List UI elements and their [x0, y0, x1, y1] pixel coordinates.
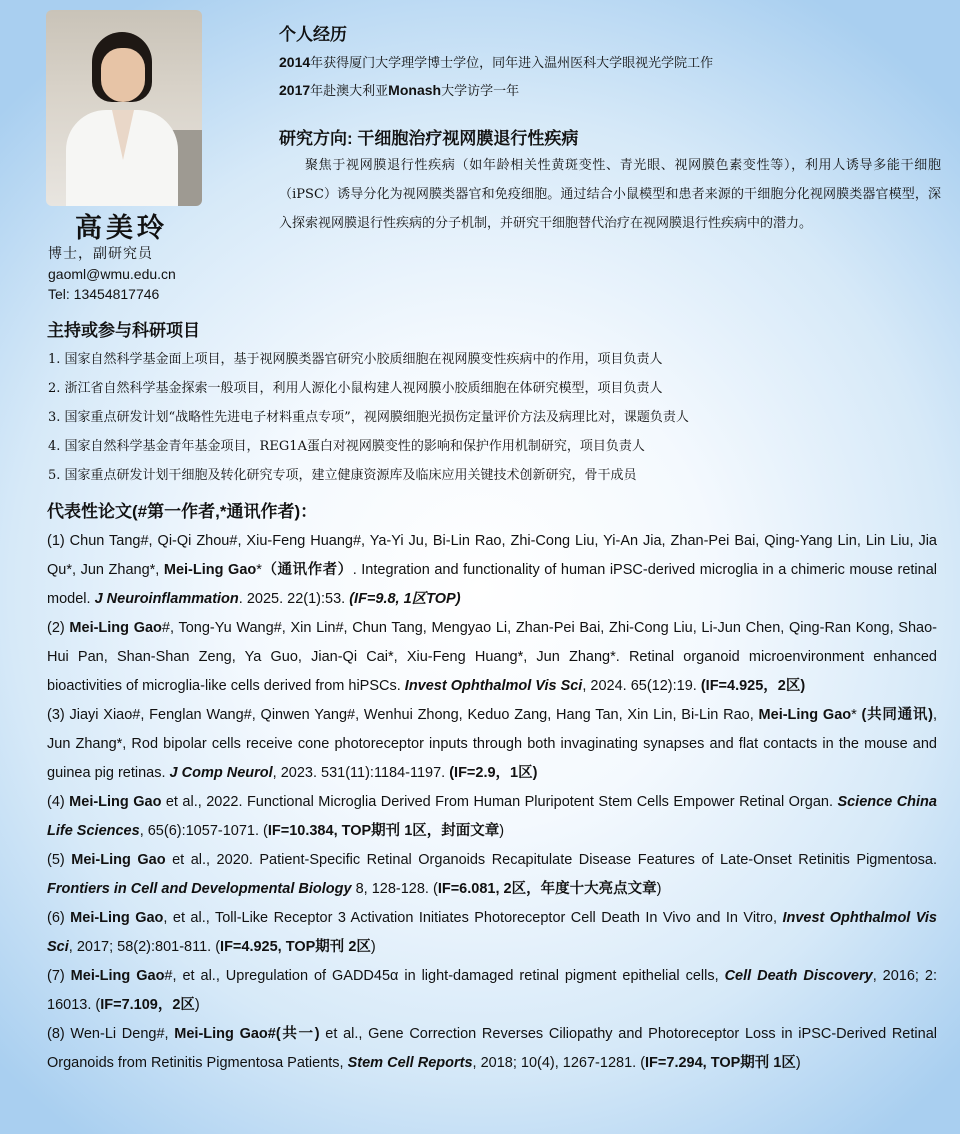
paper-item: (5) Mei-Ling Gao et al., 2020. Patient-Specific Retinal Organoids Recapitulate Disease Features of Late-Onset Retinitis Pigmentosa. Frontiers in Cell and Developmental Biology 8, 128-128. (IF=6.081, 2区，年度十大亮点文章)	[47, 852, 937, 897]
paper-item: (2) Mei-Ling Gao#, Tong-Yu Wang#, Xin Lin#, Chun Tang, Mengyao Li, Zhan-Pei Bai, Zhi-Cong Liu, Li-Jun Chen, Qing-Ran Kong, Shao-Hui Pan, Shan-Shan Zeng, Ya Guo, Jian-Qi Cai*, Xiu-Feng Huang*, Jun Zhang*. Retinal organoid microenvironment enhanced bioactivities of microglia-like cells derived from hiPSCs. Invest Ophthalmol Vis Sci, 2024. 65(12):19. (IF=4.925，2区)	[47, 620, 938, 694]
project-item: 3. 国家重点研发计划“战略性先进电子材料重点专项”，视网膜细胞光损伤定量评价方法及病理比对，课题负责人	[48, 410, 689, 425]
profile-name: 高美玲	[75, 213, 168, 244]
papers-heading: 代表性论文(#第一作者,*通讯作者)：	[47, 502, 318, 521]
project-item: 5. 国家重点研发计划干细胞及转化研究专项，建立健康资源库及临床应用关键技术创新研究，骨干成员	[48, 468, 637, 483]
career-item-1: 2014年获得厦门大学理学博士学位，同年进入温州医科大学眼视光学院工作	[279, 54, 714, 71]
paper-item: (6) Mei-Ling Gao, et al., Toll-Like Receptor 3 Activation Initiates Photoreceptor Cell Death In Vivo and In Vitro, Invest Ophthalmol Vis Sci, 2017; 58(2):801-811. (IF=4.925, TOP期刊 2区)	[47, 910, 937, 955]
papers-list	[47, 527, 937, 1078]
projects-heading: 主持或参与科研项目	[47, 321, 200, 340]
project-item: 4. 国家自然科学基金青年基金项目，REG1A蛋白对视网膜变性的影响和保护作用机制研究，项目负责人	[48, 439, 645, 454]
paper-item: (1) Chun Tang#, Qi-Qi Zhou#, Xiu-Feng Huang#, Ya-Yi Ju, Bi-Lin Rao, Zhi-Cong Liu, Yi-An Jia, Zhan-Pei Bai, Qing-Yang Lin, Lin Liu, Jia Qu*, Jun Zhang*, Mei-Ling Gao*（通讯作者）. Integration and functionality of human iPSC-derived microglia in a chimeric mouse retinal model. J Neuroinflammation. 2025. 22(1):53. (IF=9.8, 1区TOP)	[47, 533, 937, 607]
profile-email: gaoml@wmu.edu.cn	[48, 266, 176, 282]
research-paragraph: 聚焦于视网膜退行性疾病（如年龄相关性黄斑变性、青光眼、视网膜色素变性等），利用人诱导多能干细胞（iPSC）诱导分化为视网膜类器官和免疫细胞。通过结合小鼠模型和患者来源的干细胞分化视网膜类器官模型，深入探索视网膜退行性疾病的分子机制，并研究干细胞替代治疗在视网膜退行性疾病中的潜力。	[279, 158, 941, 231]
research-heading: 研究方向: 干细胞治疗视网膜退行性疾病	[279, 129, 579, 148]
paper-item: (4) Mei-Ling Gao et al., 2022. Functional Microglia Derived From Human Pluripotent Stem Cells Empower Retinal Organ. Science China Life Sciences, 65(6):1057-1071. (IF=10.384, TOP期刊 1区，封面文章)	[47, 794, 937, 839]
project-item: 1. 国家自然科学基金面上项目，基于视网膜类器官研究小胶质细胞在视网膜变性疾病中的作用，项目负责人	[48, 352, 663, 367]
paper-item: (7) Mei-Ling Gao#, et al., Upregulation of GADD45α in light-damaged retinal pigment epithelial cells, Cell Death Discovery, 2016; 2: 16013. (IF=7.109，2区)	[47, 968, 937, 1013]
career-heading: 个人经历	[279, 25, 347, 44]
paper-item: (3) Jiayi Xiao#, Fenglan Wang#, Qinwen Yang#, Wenhui Zhong, Keduo Zang, Hang Tan, Xin Lin, Bi-Lin Rao, Mei-Ling Gao* (共同通讯), Jun Zhang*, Rod bipolar cells receive cone photoreceptor inputs through both invaginating synapses and flat contacts in the mouse and guinea pig retinas. J Comp Neurol, 2023. 531(11):1184-1197. (IF=2.9，1区)	[47, 707, 937, 781]
paper-item: (8) Wen-Li Deng#, Mei-Ling Gao#(共一) et al., Gene Correction Reverses Ciliopathy and Photoreceptor Loss in iPSC-Derived Retinal Organoids from Retinitis Pigmentosa Patients, Stem Cell Reports, 2018; 10(4), 1267-1281. (IF=7.294, TOP期刊 1区)	[47, 1026, 937, 1071]
profile-title: 博士，副研究员	[48, 246, 153, 262]
profile-tel: Tel: 13454817746	[48, 286, 160, 302]
profile-photo	[46, 10, 202, 206]
project-item: 2. 浙江省自然科学基金探索一般项目，利用人源化小鼠构建人视网膜小胶质细胞在体研究模型，项目负责人	[48, 381, 663, 396]
career-item-2: 2017年赴澳大利亚Monash大学访学一年	[279, 82, 520, 99]
